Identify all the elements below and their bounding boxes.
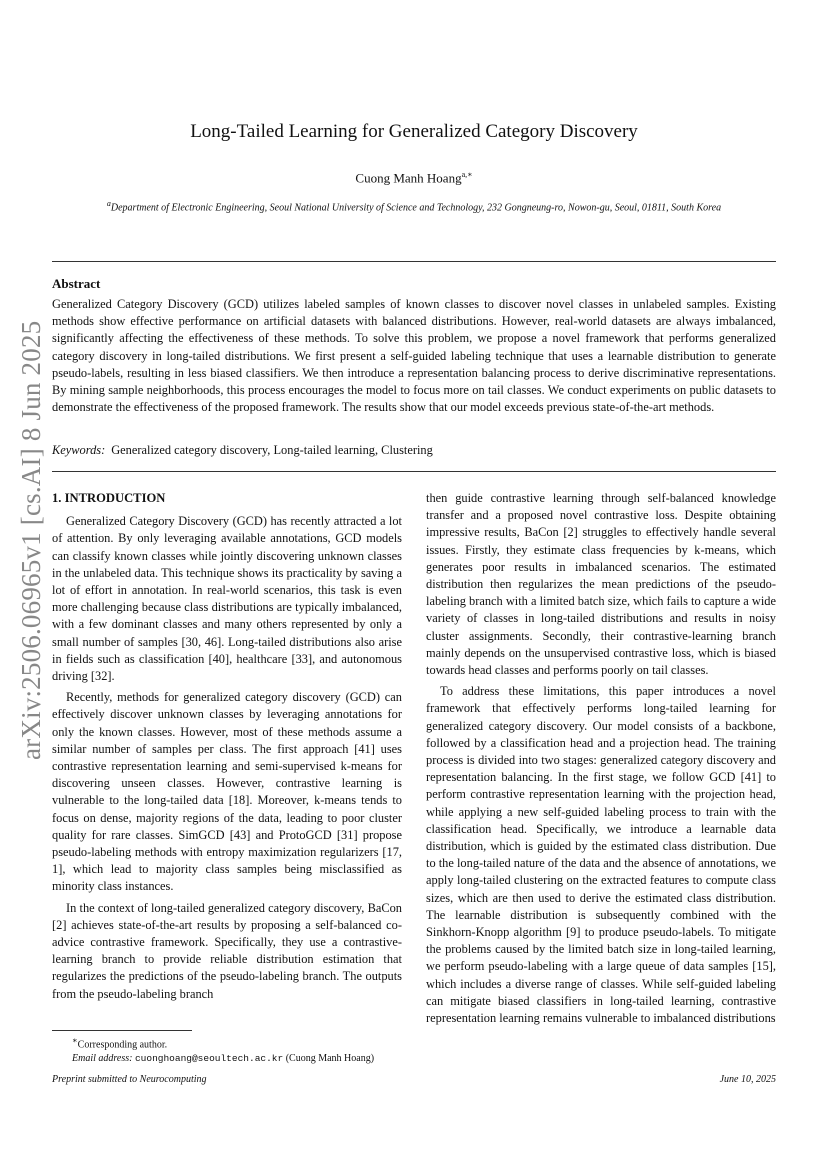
- intro-paragraph: then guide contrastive learning through self-balanced knowledge transfer and a proposed novel contrastive loss. Despite obtaining impressive results, BaCon [2] struggles to effectively handle several issues. Firstly, they estimate class frequencies by k-means, which generates poor results in imbalanced scenarios. The estimated distribution then regularizes the mean predictions of the pseudo-labeling branch with a limited batch size, which fails to capture a wide variety of classes in long-tailed distributions and results in noisy cluster assignments. Secondly, their contrastive-learning branch mainly depends on the unsupervised contrastive loss, which is biased towards head classes and performs poorly on tail classes.: [426, 491, 776, 678]
- affiliation-text: Department of Electronic Engineering, Seoul National University of Science and Technology, 232 Gongneung-ro, Nowon-gu, Seoul, 01811, South Korea: [110, 202, 722, 214]
- section-heading: 1. INTRODUCTION: [52, 491, 166, 505]
- footer-left: Preprint submitted to Neurocomputing: [52, 1074, 207, 1085]
- footnote-rule: [52, 1030, 192, 1031]
- paper-title: Long-Tailed Learning for Generalized Category Discovery: [190, 121, 638, 142]
- author-marks: a,∗: [461, 170, 473, 179]
- keywords-label: Keywords:: [52, 443, 106, 457]
- footnote: [52, 1034, 412, 1066]
- abstract-text: Generalized Category Discovery (GCD) utilizes labeled samples of known classes to discover novel classes in unlabeled samples. Existing methods show effective performance on artificial datasets with balanced distributions. However, real-world datasets are always imbalanced, significantly affecting the effectiveness of these methods. To solve this problem, we propose a novel framework that performs generalized category discovery in long-tailed distributions. We first present a self-guided labeling technique that uses a learnable distribution to generate pseudo-labels, resulting in less biased classifiers. We then introduce a representation balancing process to derive discriminative representations. By mining sample neighborhoods, this process encourages the model to focus more on tail classes. We conduct experiments on public datasets to demonstrate the effectiveness of the proposed framework. The results show that our model exceeds previous state-of-the-art methods.: [52, 297, 776, 415]
- affiliation: [52, 199, 776, 213]
- intro-paragraph: To address these limitations, this paper introduces a novel framework that effectively performs long-tailed learning for generalized category discovery. Our model consists of a backbone, followed by a classification head and a projection head. The training process is divided into two stages: generalized category discovery and representation balancing. In the first stage, we follow GCD [41] to perform contrastive representation learning with the projection head, while applying a new self-guided labeling process to train with the classification head. Specifically, we introduce a learnable data distribution, which is guided by the estimated class distribution. Due to the long-tailed nature of the data and the absence of annotations, we apply long-tailed clustering on the extracted features to compute class sizes, which are then used to derive the estimated class distribution. The learnable distribution is subsequently combined with the Sinkhorn-Knopp algorithm [9] to produce pseudo-labels. To mitigate the problems caused by the limited batch size in long-tailed learning, we perform pseudo-labeling with a large queue of data samples [15], which includes a diverse range of classes. While self-guided labeling can mitigate biased classifiers in long-tailed learning, contrastive representation learning remains vulnerable to imbalanced distributions: [426, 684, 776, 1026]
- footnote-corresponding: [72, 1034, 412, 1052]
- footer-right: June 10, 2025: [719, 1074, 776, 1085]
- intro-paragraph: Generalized Category Discovery (GCD) has recently attracted a lot of attention. By only leveraging available annotations, GCD models can classify known classes while jointly discovering unknown classes in the unlabeled data. This technique shows its practicality by saving a lot of effort in annotation. In real-world scenarios, this task is even more challenging because class distributions are typically imbalanced, with a few dominant classes and many others represented by only a small number of samples [30, 46]. Long-tailed distributions also arise in fields such as classification [40], healthcare [33], and autonomous driving [32].: [52, 514, 402, 684]
- email-link[interactable]: cuonghoang@seoultech.ac.kr: [134, 1053, 284, 1065]
- top-rule: [52, 261, 776, 262]
- intro-paragraph: Recently, methods for generalized category discovery (GCD) can effectively discover unknown classes by leveraging annotations for only the known classes. However, most of these methods assume a similar number of samples per class. The first approach [41] uses contrastive representation learning and semi-supervised k-means for discovering unseen classes. However, contrastive learning is vulnerable to the long-tailed data [18]. Moreover, k-means tends to focus on dense, majority regions of the data, leading to poor cluster quality for rare classes. SimGCD [43] and ProtoGCD [31] propose pseudo-labeling methods with entropy maximization regularizers [17, 1], which lead to majority class samples being misclassified as minority class instances.: [52, 690, 402, 894]
- footnote-corresponding-text: Corresponding author.: [77, 1039, 168, 1051]
- footnote-mark: ∗: [72, 1036, 78, 1045]
- email-owner: (Cuong Manh Hoang): [285, 1053, 375, 1065]
- right-column: [426, 490, 776, 1027]
- affiliation-mark: a: [106, 199, 111, 208]
- author-line: [52, 170, 776, 186]
- arxiv-stamp: arXiv:2506.06965v1 [cs.AI] 8 Jun 2025: [16, 320, 46, 760]
- footnote-email: [72, 1052, 412, 1066]
- abstract-heading: Abstract: [52, 276, 101, 291]
- abstract-bottom-rule: [52, 471, 776, 472]
- email-label: Email address:: [72, 1053, 133, 1065]
- keywords-text: Generalized category discovery, Long-tailed learning, Clustering: [111, 443, 433, 457]
- intro-paragraph: In the context of long-tailed generalized category discovery, BaCon [2] achieves state-of-the-art results by proposing a self-balanced co-advice contrastive framework. Specifically, they use a contrastive-learning branch to provide reliable distribution estimation that regularizes the predictions of the pseudo-labeling branch. The outputs from the pseudo-labeling branch: [52, 900, 402, 1001]
- keywords-line: [52, 443, 433, 458]
- author-name: Cuong Manh Hoang: [355, 170, 462, 186]
- left-column: [52, 490, 402, 1003]
